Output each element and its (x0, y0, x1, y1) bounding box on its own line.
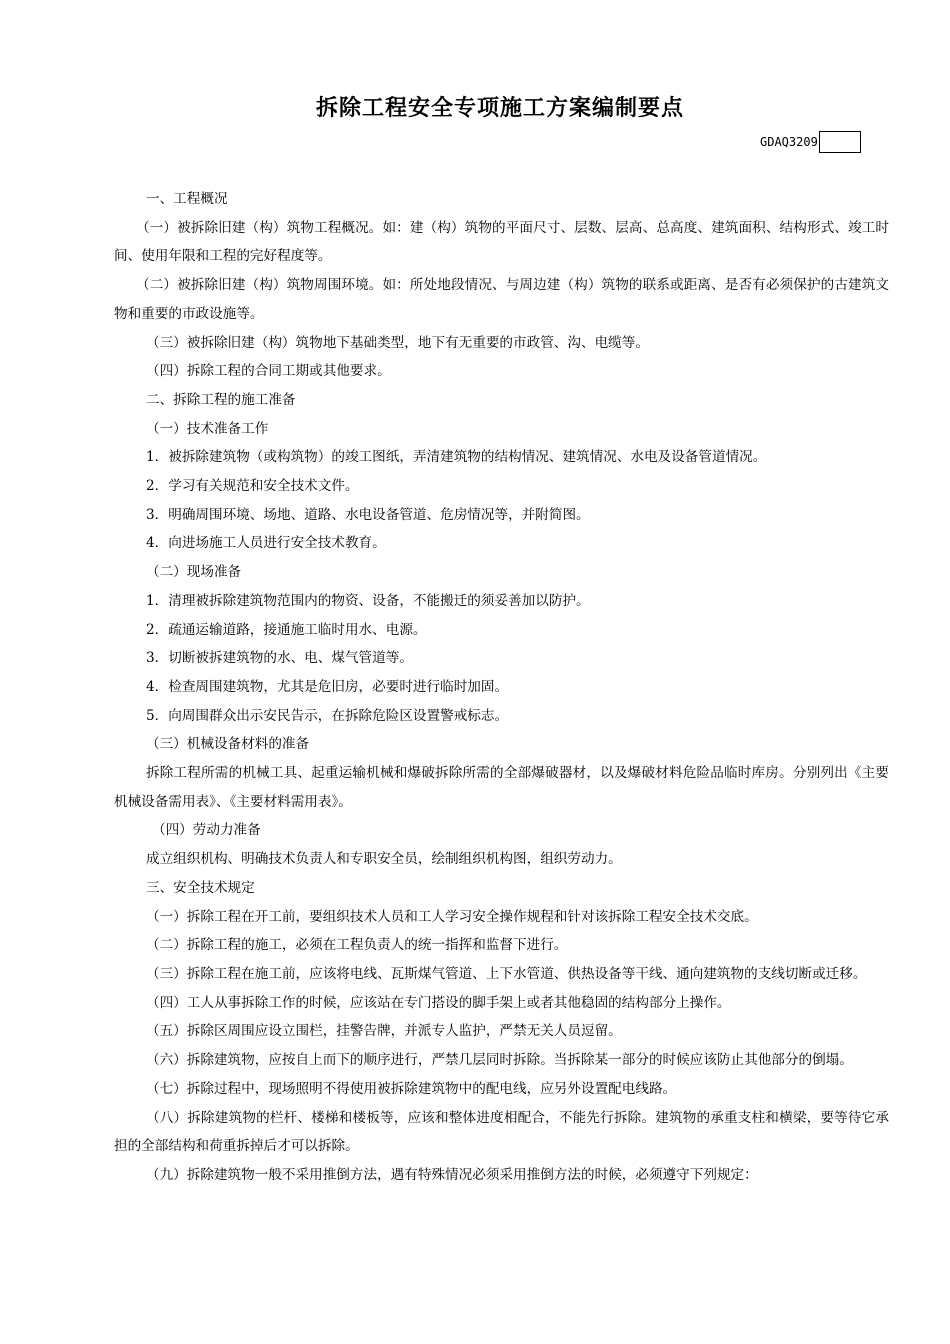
paragraph: （四）工人从事拆除工作的时候，应该站在专门搭设的脚手架上或者其他稳固的结构部分上操作。 (146, 994, 731, 1011)
list-item: 3．明确周围环境、场地、道路、水电设备管道、危房情况等，并附简图。 (146, 506, 590, 523)
section-heading-3: 三、安全技术规定 (146, 879, 255, 896)
list-item: 2．疏通运输道路，接通施工临时用水、电源。 (146, 621, 427, 638)
paragraph: （五）拆除区周围应设立围栏，挂警告牌，并派专人监护，严禁无关人员逗留。 (146, 1023, 622, 1040)
subsection-heading: （三）机械设备材料的准备 (146, 736, 310, 753)
paragraph: 拆除工程所需的机械工具、起重运输机械和爆破拆除所需的全部爆破器材，以及爆破材料危险品临时库房。分别列出《主要机械设备需用表》、《主要材料需用表》。 (114, 765, 889, 810)
paragraph: （六）拆除建筑物，应按自上而下的顺序进行，严禁几层同时拆除。当拆除某一部分的时候应该防止其他部分的倒塌。 (146, 1052, 853, 1069)
document-code-box (819, 131, 861, 153)
paragraph: （七）拆除过程中，现场照明不得使用被拆除建筑物中的配电线，应另外设置配电线路。 (146, 1080, 677, 1097)
paragraph: （四）拆除工程的合同工期或其他要求。 (146, 363, 391, 380)
paragraph: （二）拆除工程的施工，必须在工程负责人的统一指挥和监督下进行。 (146, 937, 568, 954)
list-item: 4．向进场施工人员进行安全技术教育。 (146, 535, 386, 552)
section-heading-2: 二、拆除工程的施工准备 (146, 391, 296, 408)
list-item: 1．清理被拆除建筑物范围内的物资、设备，不能搬迁的须妥善加以防护。 (146, 592, 590, 609)
subsection-heading: （一）技术准备工作 (146, 420, 269, 437)
list-item: 4．检查周围建筑物，尤其是危旧房，必要时进行临时加固。 (146, 678, 509, 695)
paragraph: （三）被拆除旧建（构）筑物地下基础类型，地下有无重要的市政管、沟、电缆等。 (146, 334, 649, 351)
list-item: 2．学习有关规范和安全技术文件。 (146, 478, 359, 495)
section-heading-1: 一、工程概况 (146, 191, 228, 207)
document-code (760, 131, 861, 153)
paragraph: （三）拆除工程在施工前，应该将电线、瓦斯煤气管道、上下水管道、供热设备等干线、通向建筑物的支线切断或迁移。 (146, 965, 867, 982)
list-item: 3．切断被拆建筑物的水、电、煤气管道等。 (146, 650, 413, 667)
paragraph: （一）拆除工程在开工前，要组织技术人员和工人学习安全操作规程和针对该拆除工程安全技术交底。 (146, 908, 758, 925)
list-item: 1．被拆除建筑物（或构筑物）的竣工图纸，弄清建筑物的结构情况、建筑情况、水电及设备管道情况。 (146, 449, 767, 466)
paragraph: （八）拆除建筑物的栏杆、楼梯和楼板等，应该和整体进度相配合，不能先行拆除。建筑物的承重支柱和横梁，要等待它承担的全部结构和荷重拆掉后才可以拆除。 (114, 1109, 889, 1155)
document-code-text: GDAQ3209 (760, 135, 818, 149)
document-body (114, 185, 889, 1190)
subsection-heading: （二）现场准备 (146, 564, 242, 581)
document-title: 拆除工程安全专项施工方案编制要点 (315, 96, 684, 121)
paragraph: （九）拆除建筑物一般不采用推倒方法，遇有特殊情况必须采用推倒方法的时候，必须遵守下列规定： (146, 1166, 758, 1183)
paragraph: （一）被拆除旧建（构）筑物工程概况。如：建（构）筑物的平面尺寸、层数、层高、总高度、建筑面积、结构形式、竣工时间、使用年限和工程的完好程度等。 (114, 219, 889, 265)
paragraph: 成立组织机构、明确技术负责人和专职安全员，绘制组织机构图，组织劳动力。 (146, 851, 622, 868)
paragraph: （二）被拆除旧建（构）筑物周围环境。如：所处地段情况、与周边建（构）筑物的联系或距离、是否有必须保护的古建筑文物和重要的市政设施等。 (114, 277, 889, 322)
list-item: 5．向周围群众出示安民告示，在拆除危险区设置警戒标志。 (146, 707, 509, 724)
subsection-heading: （四）劳动力准备 (152, 822, 261, 839)
